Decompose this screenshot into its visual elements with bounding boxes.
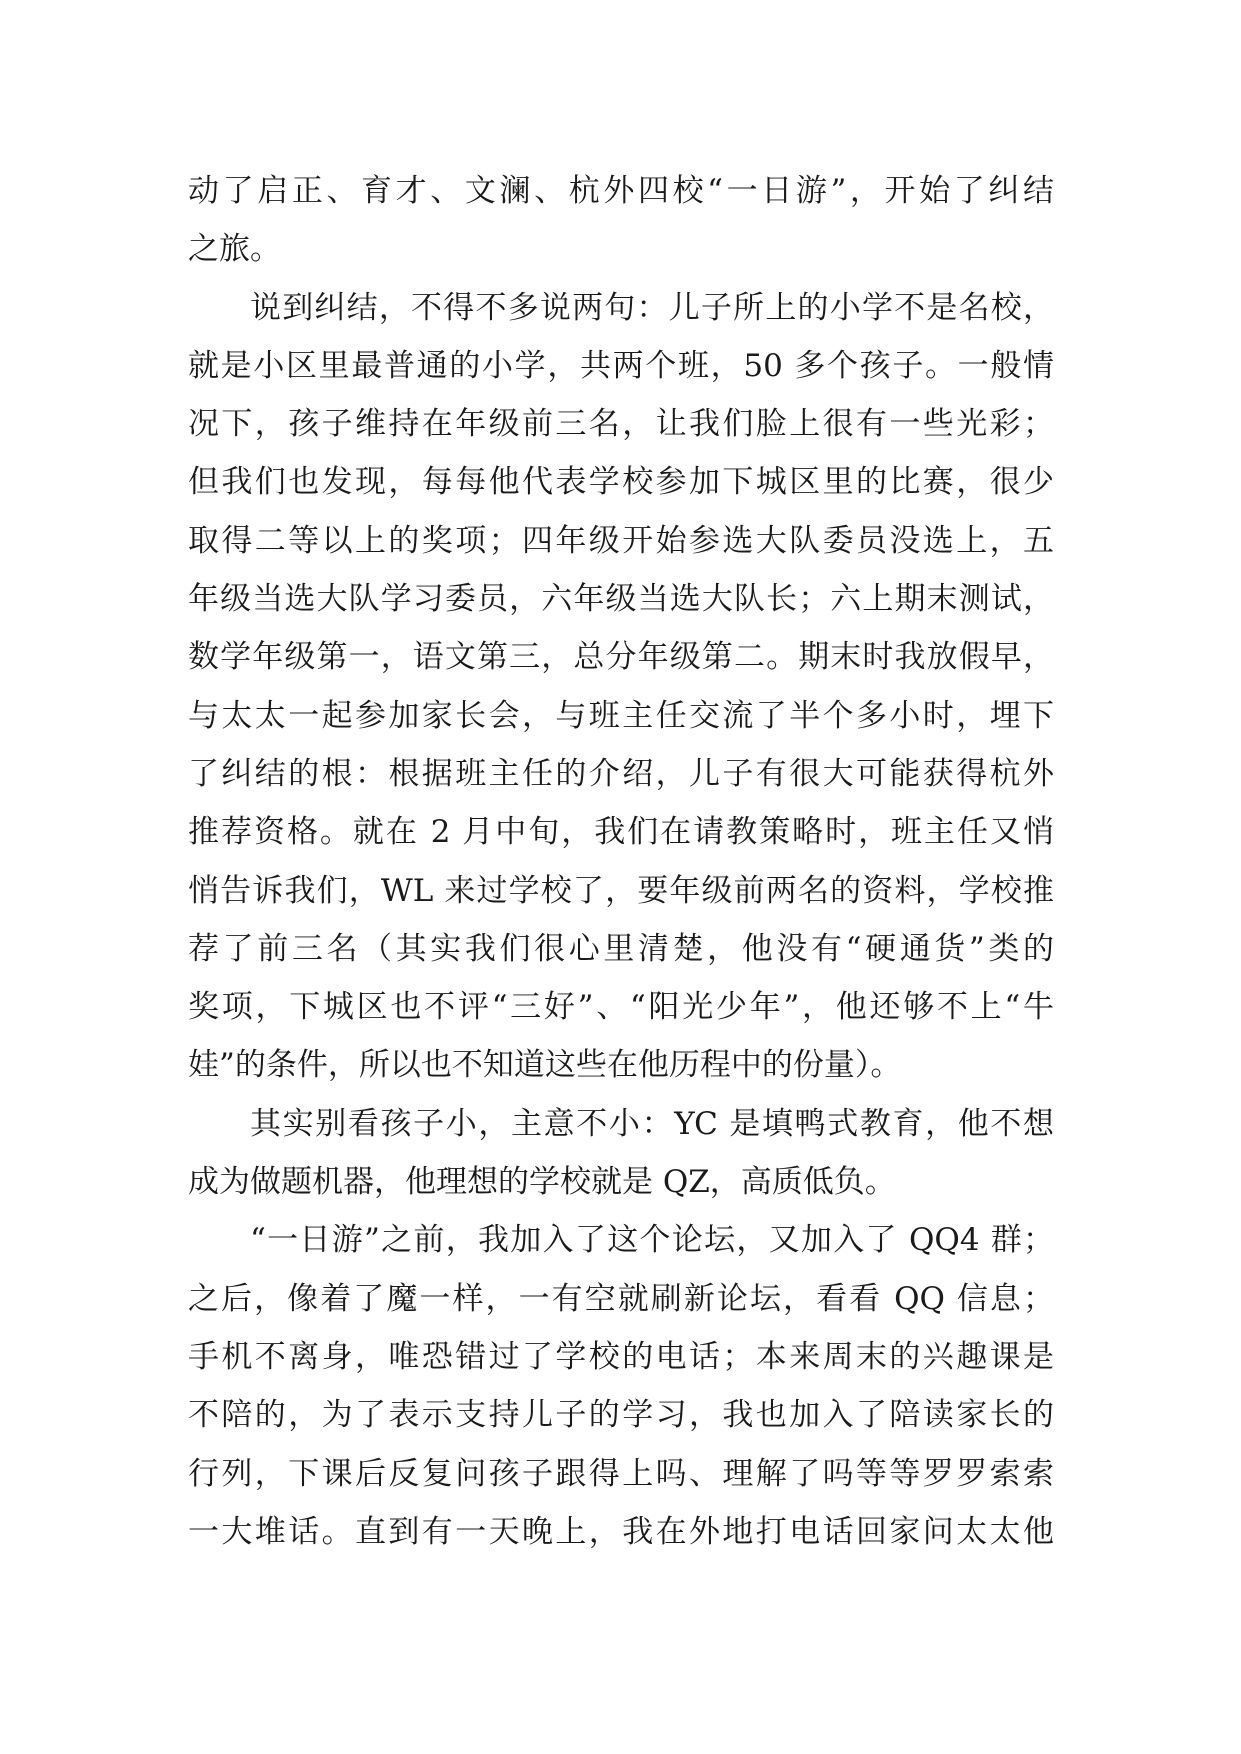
- text-line: “一日游”之前，我加入了这个论坛，又加入了 QQ4 群；: [250, 1222, 1054, 1259]
- text-line: 奖项，下城区也不评“三好”、“阳光少年”，他还够不上“牛: [188, 989, 1054, 1026]
- text-line: 年级当选大队学习委员，六年级当选大队长；六上期末测试，: [188, 581, 1054, 618]
- text-line: 数学年级第一，语文第三，总分年级第二。期末时我放假早，: [188, 639, 1054, 676]
- text-line: 推荐资格。就在 2 月中旬，我们在请教策略时，班主任又悄: [188, 814, 1054, 851]
- text-line: 况下，孩子维持在年级前三名，让我们脸上很有一些光彩；: [188, 406, 1054, 443]
- text-line: 但我们也发现，每每他代表学校参加下城区里的比赛，很少: [188, 464, 1054, 501]
- text-line: 就是小区里最普通的小学，共两个班，50 多个孩子。一般情: [188, 347, 1054, 384]
- text-line: 行列，下课后反复问孩子跟得上吗、理解了吗等等罗罗索索: [188, 1455, 1054, 1492]
- text-line: 了纠结的根：根据班主任的介绍，儿子有很大可能获得杭外: [188, 755, 1054, 792]
- text-line: 动了启正、育才、文澜、杭外四校“一日游”，开始了纠结: [188, 173, 1054, 209]
- text-line: 成为做题机器，他理想的学校就是 QZ，高质低负。: [188, 1164, 896, 1201]
- text-line: 取得二等以上的奖项；四年级开始参选大队委员没选上，五: [188, 522, 1054, 559]
- text-line: 娃”的条件，所以也不知道这些在他历程中的份量）。: [188, 1047, 902, 1084]
- text-line: 一大堆话。直到有一天晚上，我在外地打电话回家问太太他: [188, 1513, 1054, 1550]
- text-line: 之后，像着了魔一样，一有空就刷新论坛，看看 QQ 信息；: [188, 1280, 1054, 1317]
- body-text: [188, 162, 1054, 1561]
- text-line: 不陪的，为了表示支持儿子的学习，我也加入了陪读家长的: [188, 1397, 1054, 1434]
- text-line: 悄告诉我们，WL 来过学校了，要年级前两名的资料，学校推: [188, 872, 1054, 909]
- text-line: 其实别看孩子小，主意不小：YC 是填鸭式教育，他不想: [250, 1105, 1054, 1142]
- text-line: 与太太一起参加家长会，与班主任交流了半个多小时，埋下: [188, 697, 1054, 734]
- text-line: 荐了前三名（其实我们很心里清楚，他没有“硬通货”类的: [188, 930, 1054, 967]
- text-line: 之旅。: [188, 231, 281, 268]
- text-line: 说到纠结，不得不多说两句：儿子所上的小学不是名校，: [250, 289, 1054, 326]
- text-line: 手机不离身，唯恐错过了学校的电话；本来周末的兴趣课是: [188, 1338, 1054, 1375]
